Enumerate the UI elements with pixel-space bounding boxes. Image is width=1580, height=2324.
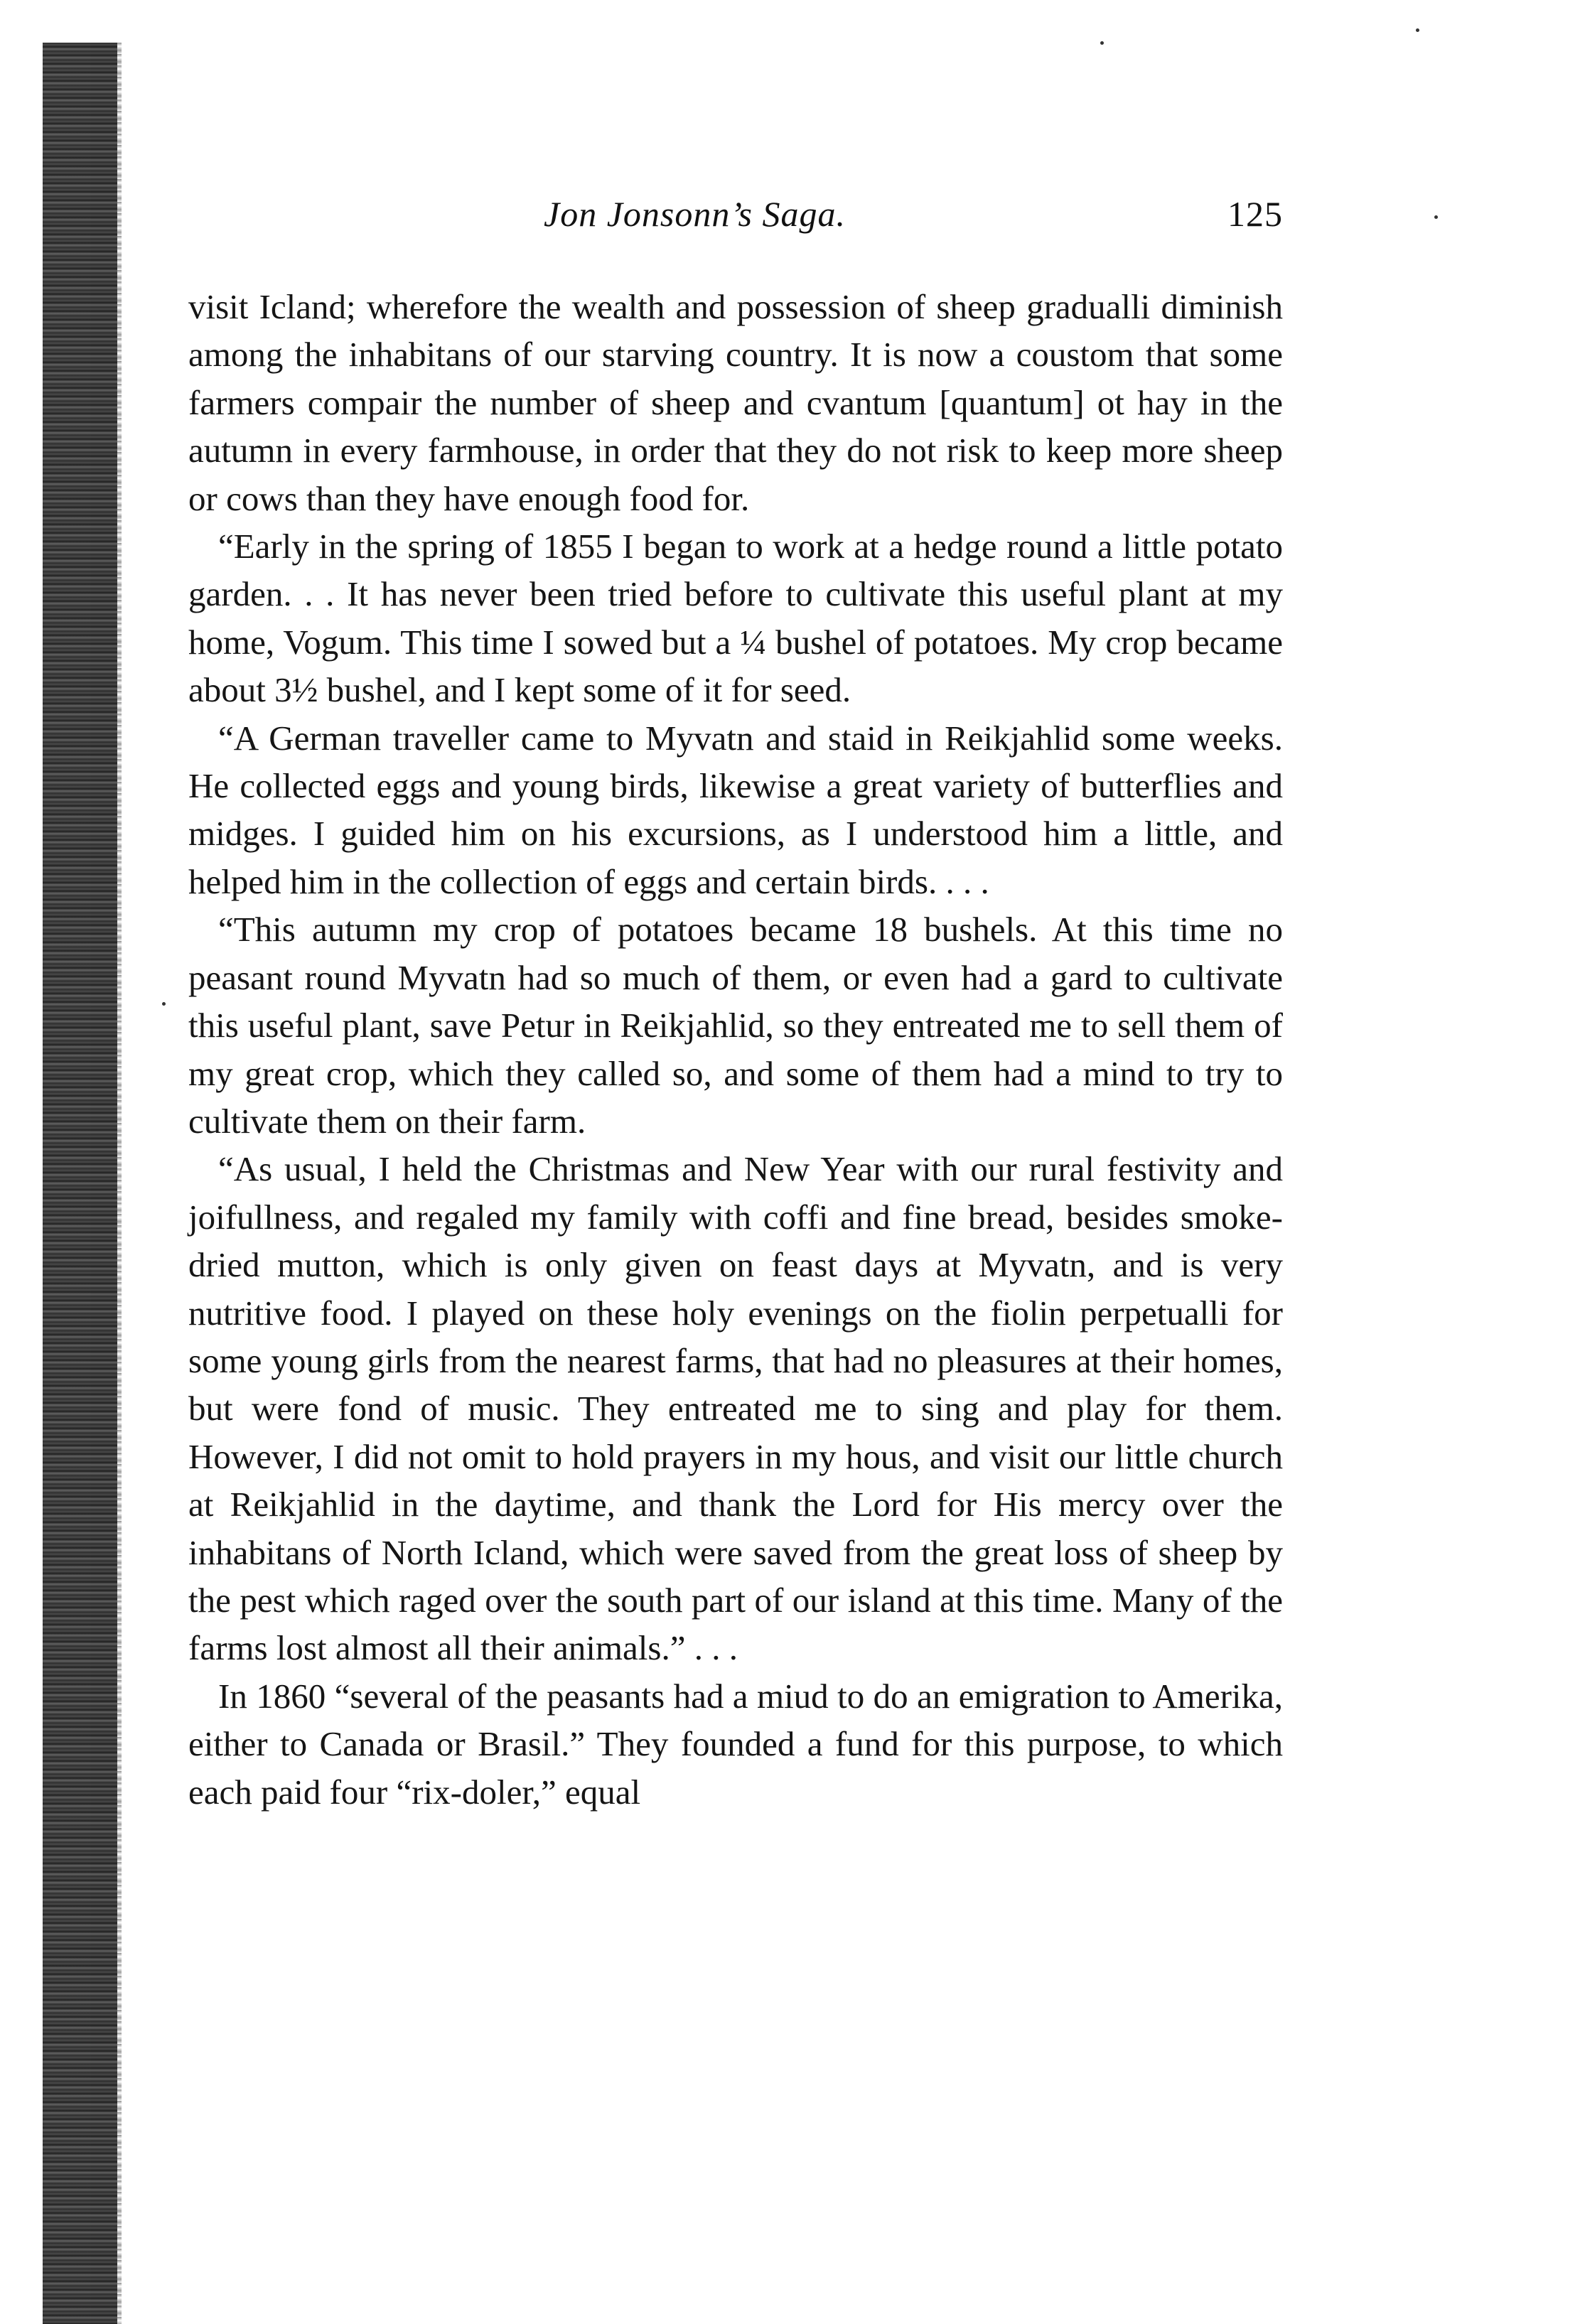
page-number: 125	[1227, 194, 1283, 234]
running-title: Jon Jonsonn’s Saga.	[544, 194, 847, 234]
paragraph: “This autumn my crop of potatoes became 18 bushels. At this time no peasant round Myvatn had so much of them, or even had a gard to cultivate this useful plant, save Petur in Reikjahlid, so they entreated me to sell them of my great crop, which they called so, and some of them had a mind to try to cultivate them on their farm.	[188, 910, 1283, 1141]
scan-speck	[1100, 41, 1104, 45]
body-text	[188, 283, 1283, 1816]
paragraph: “As usual, I held the Christmas and New Year with our rural festivity and joifullness, and regaled my family with coffi and fine bread, besides smoke-dried mutton, which is only given on feast days at Myvatn, and is very nutritive food. I played on these holy evenings on the fiolin perpetualli for some young girls from the nearest farms, that had no pleasures at their homes, but were fond of music. They entreated me to sing and play for them. However, I did not omit to hold prayers in my hous, and visit our little church at Reikjahlid in the daytime, and thank the Lord for His mercy over the inhabitans of North Icland, which were saved from the great loss of sheep by the pest which raged over the south part of our island at this time. Many of the farms lost almost all their animals.” . . .	[188, 1149, 1283, 1668]
paragraph: “Early in the spring of 1855 I began to work at a hedge round a little potato garden. . . It has never been tried before to cultivate this useful plant at my home, Vogum. This time I sowed but a ¼ bushel of potatoes. My crop became about 3½ bushel, and I kept some of it for seed.	[188, 527, 1283, 710]
paragraph: “A German traveller came to Myvatn and staid in Reikjahlid some weeks. He collected eggs and young birds, likewise a great variety of butterflies and midges. I guided him on his excursions, as I understood him a little, and helped him in the collection of eggs and certain birds. . . .	[188, 718, 1283, 901]
running-header	[188, 193, 1283, 243]
paragraph: visit Icland; wherefore the wealth and possession of sheep gradualli diminish among the inhabitans of our starving country. It is now a coustom that some farmers compair the number of sheep and cvantum [quantum] ot hay in the autumn in every farmhouse, in order that they do not risk to keep more sheep or cows than they have enough food for.	[188, 287, 1283, 518]
paragraph: In 1860 “several of the peasants had a miud to do an emigration to Amerika, either to Canada or Brasil.” They founded a fund for this purpose, to which each paid four “rix-doler,” equal	[188, 1676, 1283, 1812]
scanned-gutter-edge	[43, 43, 117, 2324]
scan-speck	[1434, 215, 1438, 219]
scan-speck	[162, 1002, 166, 1006]
scan-speck	[1416, 28, 1419, 32]
